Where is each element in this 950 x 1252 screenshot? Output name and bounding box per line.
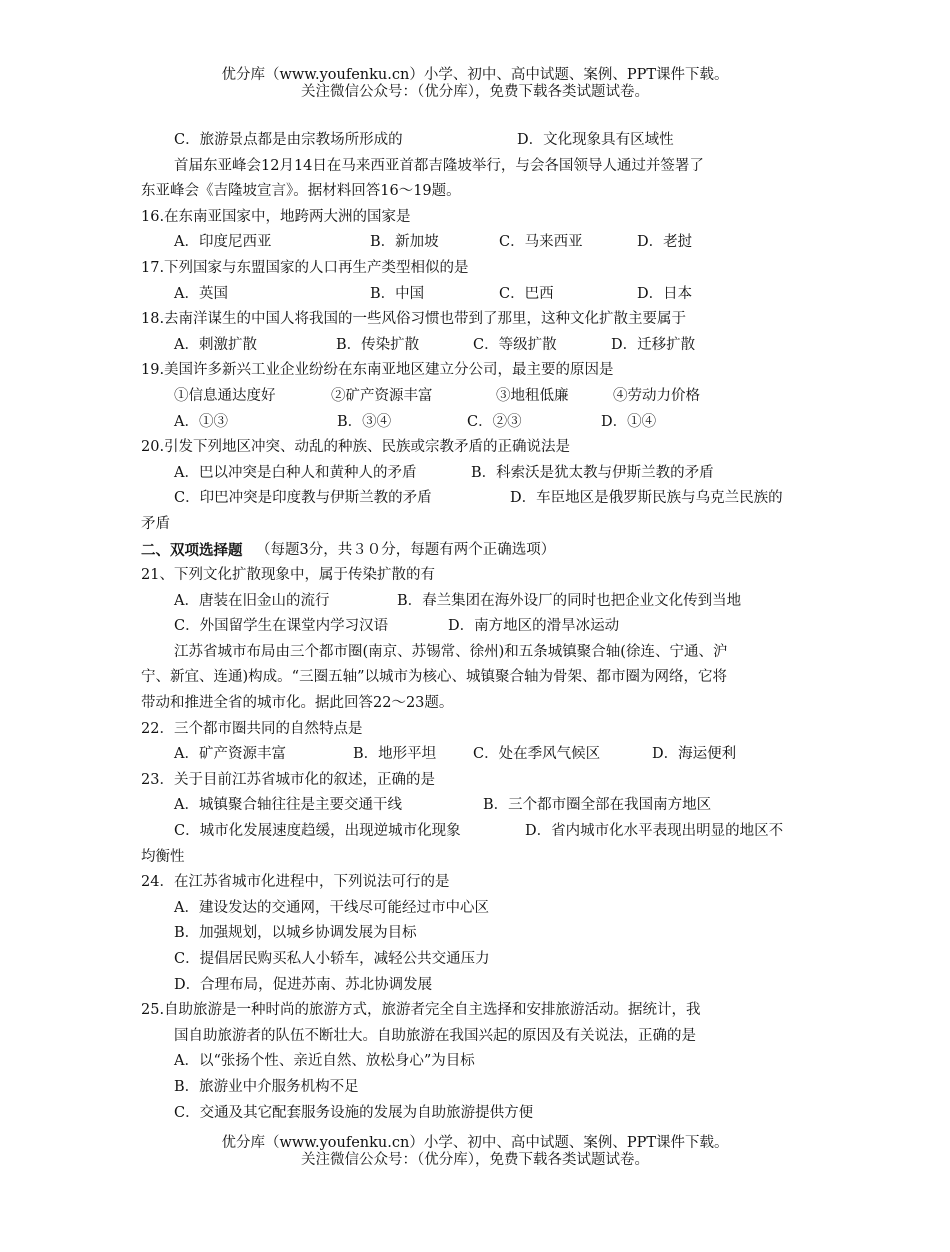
q24-option-c: C．提倡居民购买私人小轿车，减轻公共交通压力 <box>174 951 490 967</box>
q21-option-c: C．外国留学生在课堂内学习汉语 <box>174 618 389 635</box>
q15-option-c: C．旅游景点都是由宗教场所形成的 <box>174 132 403 148</box>
q22-option-d: D．海运便利 <box>652 746 737 763</box>
header-line-2: 关注微信公众号：（优分库），免费下载各类试题试卷。 <box>301 84 649 100</box>
footer-line-2: 关注微信公众号：（优分库），免费下载各类试题试卷。 <box>301 1152 649 1168</box>
material1-line-1: 首届东亚峰会12月14日在马来西亚首都吉隆坡举行，与会各国领导人通过并签署了 <box>174 157 704 174</box>
q22-stem: 22．三个都市圈共同的自然特点是 <box>141 720 363 737</box>
q23-option-d: D．省内城市化水平表现出明显的地区不 <box>525 823 784 840</box>
q25-option-b: B．旅游业中介服务机构不足 <box>174 1078 359 1095</box>
q20-option-d: D．车臣地区是俄罗斯民族与乌克兰民族的 <box>510 490 783 507</box>
q19-reasons <box>141 384 813 410</box>
q18-option-c: C．等级扩散 <box>473 336 557 353</box>
page-footer <box>0 1135 950 1169</box>
q24-stem: 24．在江苏省城市化进程中，下列说法可行的是 <box>141 874 450 891</box>
q16-option-b: B．新加坡 <box>370 234 439 251</box>
q15-options-cd <box>141 128 813 154</box>
q18-options <box>141 333 813 359</box>
q23-options-cd <box>141 819 813 845</box>
q17-option-d: D．日本 <box>637 285 693 302</box>
q18-option-d: D．迁移扩散 <box>611 336 696 353</box>
section2-title: 二、双项选择题 <box>141 541 243 559</box>
q21-option-d: D．南方地区的滑旱冰运动 <box>448 618 620 635</box>
q25-option-a: A．以“张扬个性、亲近自然、放松身心”为目标 <box>174 1053 475 1070</box>
q20-stem: 20.引发下列地区冲突、动乱的种族、民族或宗教矛盾的正确说法是 <box>141 439 571 456</box>
q17-option-a: A．英国 <box>174 285 228 302</box>
q19-option-b: B．③④ <box>337 413 392 430</box>
q17-option-b: B．中国 <box>370 285 425 302</box>
q20-option-d-continued: 矛盾 <box>141 515 170 532</box>
q25-option-c: C．交通及其它配套服务设施的发展为自助旅游提供方便 <box>174 1104 534 1121</box>
q15-option-d: D．文化现象具有区域性 <box>517 132 674 148</box>
footer-line-1: 优分库（www.youfenku.cn）小学、初中、高中试题、案例、PPT课件下载。 <box>221 1135 729 1151</box>
page-header <box>0 67 950 101</box>
q23-option-d-continued: 均衡性 <box>141 848 185 865</box>
material1-line-2: 东亚峰会《吉隆坡宣言》。据材料回答16～19题。 <box>141 183 461 200</box>
q18-option-a: A．刺激扩散 <box>174 336 257 353</box>
q16-option-c: C．马来西亚 <box>499 234 583 251</box>
material2-line-1: 江苏省城市布局由三个都市圈(南京、苏锡常、徐州)和五条城镇聚合轴(徐连、宁通、沪 <box>174 643 728 660</box>
q20-option-a: A．巴以冲突是白种人和黄种人的矛盾 <box>174 464 417 481</box>
q22-option-c: C．处在季风气候区 <box>473 746 601 763</box>
q25-stem-line-1: 25.自助旅游是一种时尚的旅游方式，旅游者完全自主选择和安排旅游活动。据统计，我 <box>141 1002 701 1019</box>
q19-reason-4: ④劳动力价格 <box>613 387 700 404</box>
section2-note: （每题3分，共３０分，每题有两个正确选项） <box>256 541 556 558</box>
q16-option-a: A．印度尼西亚 <box>174 234 272 251</box>
q23-option-b: B．三个都市圈全部在我国南方地区 <box>483 797 712 814</box>
q19-reason-3: ③地租低廉 <box>496 387 569 404</box>
q18-stem: 18.去南洋谋生的中国人将我国的一些风俗习惯也带到了那里，这种文化扩散主要属于 <box>141 311 687 328</box>
q19-option-a: A．①③ <box>174 413 228 430</box>
q16-option-d: D．老挝 <box>637 234 693 251</box>
q20-options-cd <box>141 486 813 512</box>
q23-option-a: A．城镇聚合轴往往是主要交通干线 <box>174 797 402 814</box>
q16-options <box>141 230 813 256</box>
q19-option-c: C．②③ <box>467 413 522 430</box>
q23-stem: 23．关于目前江苏省城市化的叙述，正确的是 <box>141 771 435 788</box>
q24-option-a: A．建设发达的交通网，干线尽可能经过市中心区 <box>174 899 489 916</box>
q17-stem: 17.下列国家与东盟国家的人口再生产类型相似的是 <box>141 259 469 276</box>
q21-option-a: A．唐装在旧金山的流行 <box>174 592 330 609</box>
q20-options-ab <box>141 461 813 487</box>
exam-content <box>141 128 813 1126</box>
q21-stem: 21、下列文化扩散现象中，属于传染扩散的有 <box>141 567 435 584</box>
q21-option-b: B．春兰集团在海外设厂的同时也把企业文化传到当地 <box>397 592 742 609</box>
q19-reason-1: ①信息通达度好 <box>174 387 276 404</box>
q23-option-c: C．城市化发展速度趋缓，出现逆城市化现象 <box>174 823 461 840</box>
q22-option-a: A．矿产资源丰富 <box>174 746 286 763</box>
q19-options <box>141 410 813 436</box>
q17-options <box>141 282 813 308</box>
q25-stem-line-2: 国自助旅游者的队伍不断壮大。自助旅游在我国兴起的原因及有关说法，正确的是 <box>174 1027 696 1044</box>
q17-option-c: C．巴西 <box>499 285 554 302</box>
header-line-1: 优分库（www.youfenku.cn）小学、初中、高中试题、案例、PPT课件下载。 <box>221 67 729 83</box>
q16-stem: 16.在东南亚国家中，地跨两大洲的国家是 <box>141 208 411 225</box>
q22-options <box>141 742 813 768</box>
q22-option-b: B．地形平坦 <box>353 746 437 763</box>
q20-option-b: B．科索沃是犹太教与伊斯兰教的矛盾 <box>471 464 714 481</box>
q18-option-b: B．传染扩散 <box>336 336 420 353</box>
q21-options-cd <box>141 614 813 640</box>
q19-option-d: D．①④ <box>601 413 657 430</box>
material2-line-3: 带动和推进全省的城市化。据此回答22～23题。 <box>141 695 454 712</box>
q20-option-c: C．印巴冲突是印度教与伊斯兰教的矛盾 <box>174 490 432 507</box>
q19-stem: 19.美国许多新兴工业企业纷纷在东南亚地区建立分公司，最主要的原因是 <box>141 362 614 379</box>
q24-option-b: B．加强规划，以城乡协调发展为目标 <box>174 925 417 942</box>
q23-options-ab <box>141 793 813 819</box>
q21-options-ab <box>141 589 813 615</box>
section2-heading <box>141 538 813 564</box>
material2-line-2: 宁、新宜、连通)构成。“三圈五轴”以城市为核心、城镇聚合轴为骨架、都市圈为网络，它将 <box>141 669 727 686</box>
q19-reason-2: ②矿产资源丰富 <box>331 387 433 404</box>
q24-option-d: D．合理布局，促进苏南、苏北协调发展 <box>174 976 433 993</box>
